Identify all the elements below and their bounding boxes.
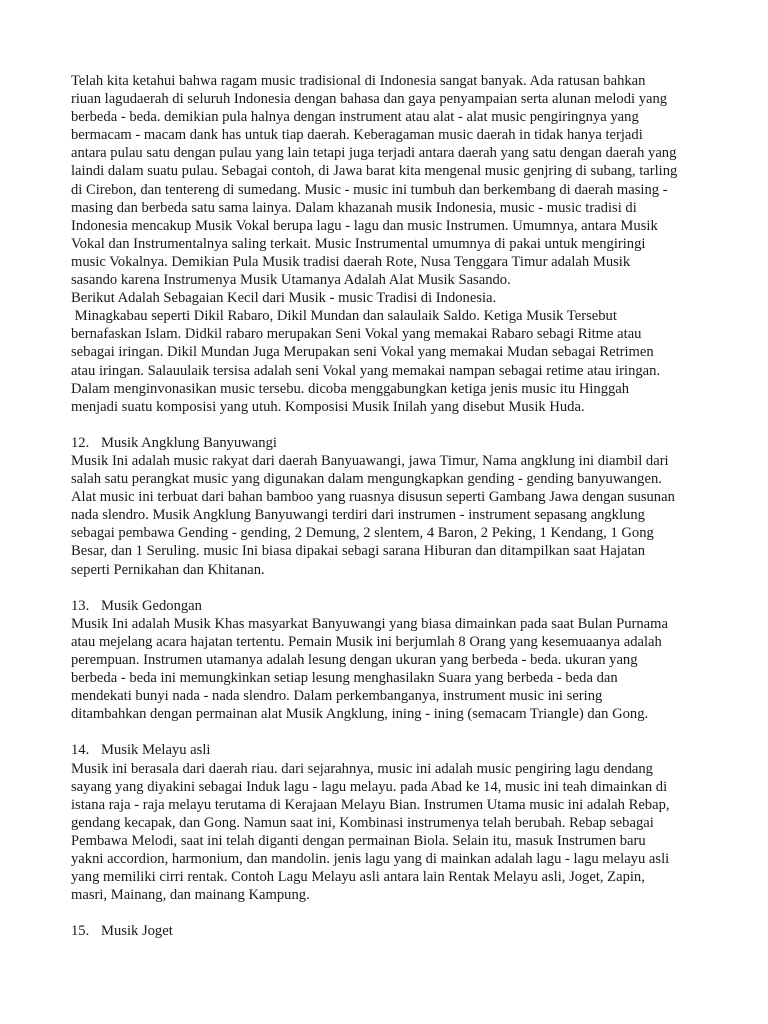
section-body-14: Musik ini berasala dari daerah riau. dari sejarahnya, music ini adalah music pengiring lagu dendang sayang yang diyakini sebagai Induk lagu - lagu melayu. pada Abad ke 14, music ini teah dimainkan di istana raja - raja melayu terutama di Kerajaan Melayu Bian. Instrumen Utama music ini adalah Rebap, gendang kecapak, dan Gong. Namun saat ini, Kombinasi instrumenya telah berubah. Rebap sebagai Pembawa Melodi, saat ini telah diganti dengan permainan Biola. Selain itu, masuk Instrumen baru yakni accordion, harmonium, dan mandolin. jenis lagu yang di mainkan adalah lagu - lagu melayu asli yang memiliki cirri rentak. Contoh Lagu Melayu asli antara lain Rentak Melayu asli, Joget, Zapin, masri, Mainang, dan mainang Kampung. bbox=[71, 760, 670, 904]
section-number: 12. bbox=[71, 434, 90, 451]
paragraph-gap bbox=[71, 723, 711, 741]
section-heading-12 bbox=[71, 434, 711, 452]
intro-list-lead: Berikut Adalah Sebagaian Kecil dari Musik - music Tradisi di Indonesia. bbox=[71, 290, 497, 307]
section-title: Musik Gedongan bbox=[101, 597, 202, 614]
section-body-12: Musik Ini adalah music rakyat dari daerah Banyuawangi, jawa Timur, Nama angklung ini diambil dari salah satu perangkat music yang digunakan dalam mengungkapkan gending - gending banyuwangen. Alat music ini terbuat dari bahan bamboo yang ruasnya disusun seperti Gambang Jawa dengan susunan nada slendro. Musik Angklung Banyuwangi terdiri dari instrumen - instrument sepasang angklung sebagai pembawa Gending - gending, 2 Demung, 2 slentem, 4 Baron, 2 Peking, 1 Kendang, 1 Gong Besar, dan 1 Seruling. music Ini biasa dipakai sebagi sarana Hiburan dan ditampilkan saat Hajatan seperti Pernikahan dan Khitanan. bbox=[71, 452, 675, 578]
section-title: Musik Joget bbox=[101, 923, 173, 940]
section-heading-15 bbox=[71, 922, 711, 940]
section-body-13: Musik Ini adalah Musik Khas masyarkat Banyuwangi yang biasa dimainkan pada saat Bulan Purnama atau mejelang acara hajatan tertentu. Pemain Musik ini berjumlah 8 Orang yang kesemuaanya adalah perempuan. Instrumen utamanya adalah lesung dengan ukuran yang berbeda - beda. ukuran yang berbeda - beda ini memungkinkan setiap lesung menghasilakn Suara yang berbeda - beda dan mendekati bunyi nada - nada slendro. Dalam perkembanganya, instrument music ini sering ditambahkan dengan permainan alat Musik Angklung, ining - ining (semacam Triangle) dan Gong. bbox=[71, 615, 668, 723]
section-number: 15. bbox=[71, 923, 90, 940]
section-heading-14 bbox=[71, 741, 711, 759]
intro-paragraph: Telah kita ketahui bahwa ragam music tradisional di Indonesia sangat banyak. Ada ratusan bahkan riuan lagudaerah di seluruh Indonesia dengan bahasa dan gaya penyampaian serta alunan melodi yang berbeda - beda. demikian pula halnya dengan instrument atau alat - alat music pengiringnya yang bermacam - macam dank has untuk tiap daerah. Keberagaman music daerah in tidak hanya terjadi antara pulau satu dengan pulau yang lain tetapi juga terjadi antara daerah yang satu dengan daerah yang laindi dalam suatu pulau. Sebagai contoh, di Jawa barat kita mengenal music genjring di subang, tarling di Cirebon, dan tentereng di sumedang. Music - music ini tumbuh dan berkembang di daerah masing - masing dan berbeda satu sama lainya. Dalam khazanah musik Indonesia, music - music tradisi di Indonesia mencakup Musik Vokal berupa lagu - lagu dan music Instrumen. Umumnya, antara Musik Vokal dan Instrumentalnya saling terkait. Music Instrumental umumnya di pakai untuk mengiringi music Vokalnya. Demikian Pula Musik tradisi daerah Rote, Nusa Tenggara Timur adalah Musik sasando karena Instrumenya Musik Utamanya Adalah Alat Musik Sasando. bbox=[71, 73, 678, 289]
section-number: 14. bbox=[71, 742, 90, 759]
section-title: Musik Melayu asli bbox=[101, 742, 211, 759]
document-page bbox=[71, 72, 711, 941]
paragraph-gap bbox=[71, 904, 711, 922]
paragraph-gap bbox=[71, 416, 711, 434]
minangkabau-paragraph: Minagkabau seperti Dikil Rabaro, Dikil Mundan dan salaulaik Saldo. Ketiga Musik Tersebut bernafaskan Islam. Didkil rabaro merupakan Seni Vokal yang memakai Rabaro sebagi Ritme atau sebagai iringan. Dikil Mundan Juga Merupakan seni Vokal yang memakai Mudan sebagai Retrimen atau iringan. Salauulaik tersisa adalah seni Vokal yang memakai nampan sebagai retime atau iringan. Dalam menginvonasikan music tersebu. dicoba menggabungkan ketiga jenis music itu Hinggah menjadi suatu komposisi yang utuh. Komposisi Musik Inilah yang disebut Musik Huda. bbox=[71, 308, 661, 415]
section-number: 13. bbox=[71, 597, 90, 614]
paragraph-gap bbox=[71, 579, 711, 597]
section-heading-13 bbox=[71, 597, 711, 615]
section-title: Musik Angklung Banyuwangi bbox=[101, 434, 277, 451]
